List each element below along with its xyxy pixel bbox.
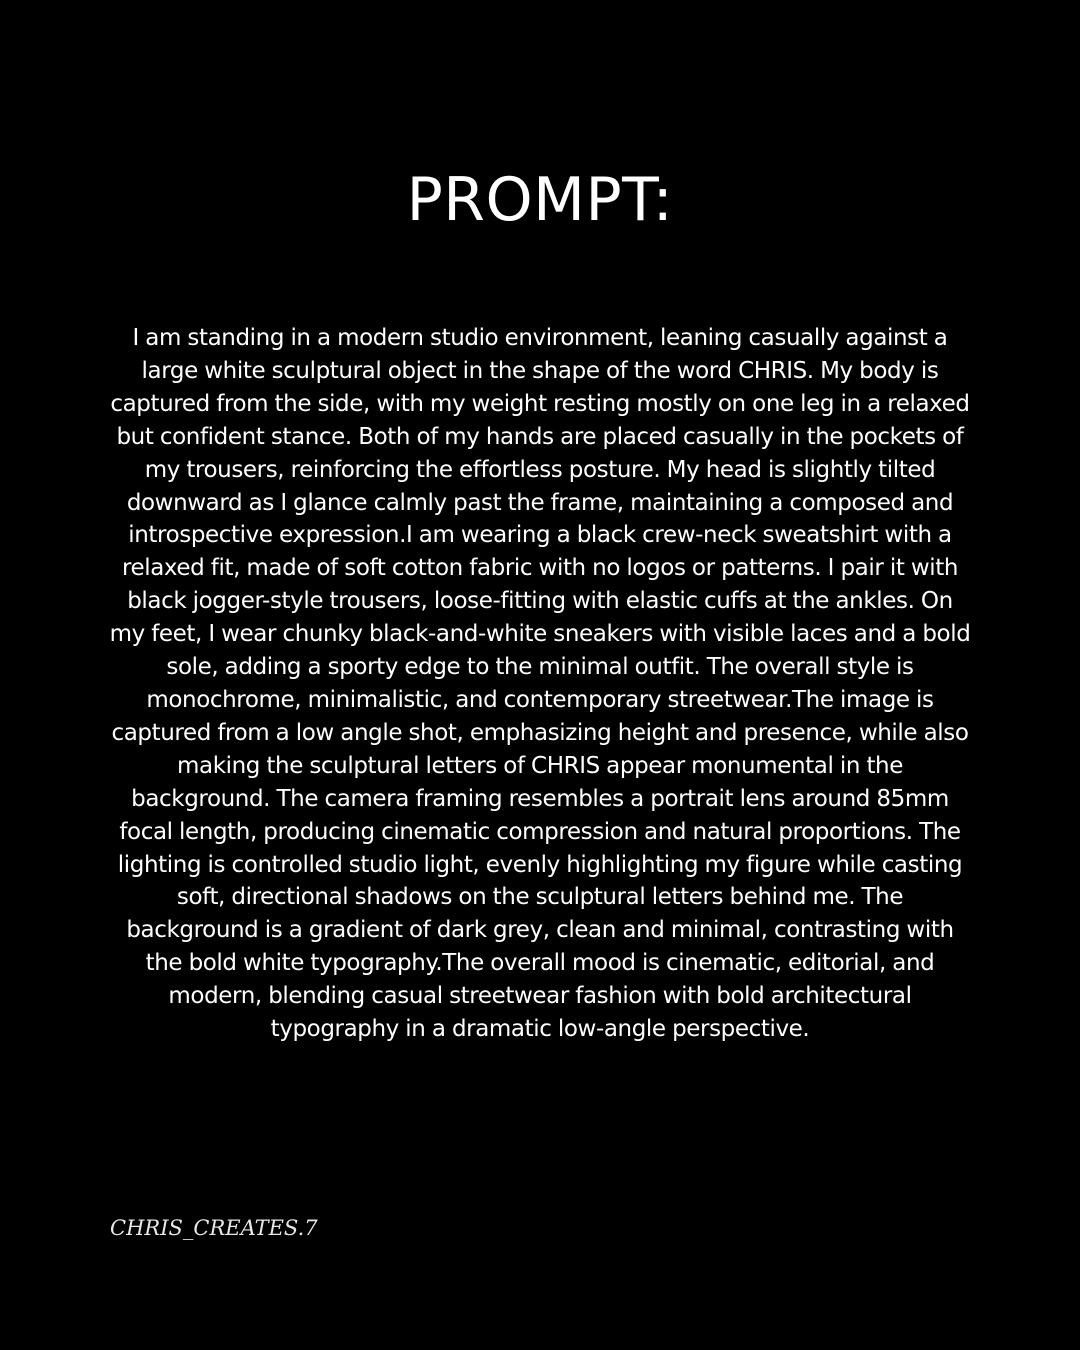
prompt-body-text: I am standing in a modern studio environment, leaning casually against a large white sculptural object in the shape of the word CHRIS. My body is captured from the side, with my weight resting mostly on one leg in a relaxed but confident stance. Both of my hands are placed casually in the pockets of my trousers, reinforcing the effortless posture. My head is slightly tilted downward as I glance calmly past the frame, maintaining a composed and introspective expression.I am wearing a black crew-neck sweatshirt with a relaxed fit, made of soft cotton fabric with no logos or patterns. I pair it with black jogger-style trousers, loose-fitting with elastic cuffs at the ankles. On my feet, I wear chunky black-and-white sneakers with visible laces and a bold sole, adding a sporty edge to the minimal outfit. The overall style is monochrome, minimalistic, and contemporary streetwear.The image is captured from a low angle shot, emphasizing height and presence, while also making the sculptural letters of CHRIS appear monumental in the background. The camera framing resembles a portrait lens around 85mm focal length, producing cinematic compression and natural proportions. The lighting is controlled studio light, evenly highlighting my figure while casting soft, directional shadows on the sculptural letters behind me. The background is a gradient of dark grey, clean and minimal, contrasting with the bold white typography.The overall mood is cinematic, editorial, and modern, blending casual streetwear fashion with bold architectural typography in a dramatic low-angle perspective. xyxy=(109,325,971,1043)
page-title: PROMPT: xyxy=(406,165,674,235)
author-signature: CHRIS_CREATES.7 xyxy=(110,1216,318,1240)
